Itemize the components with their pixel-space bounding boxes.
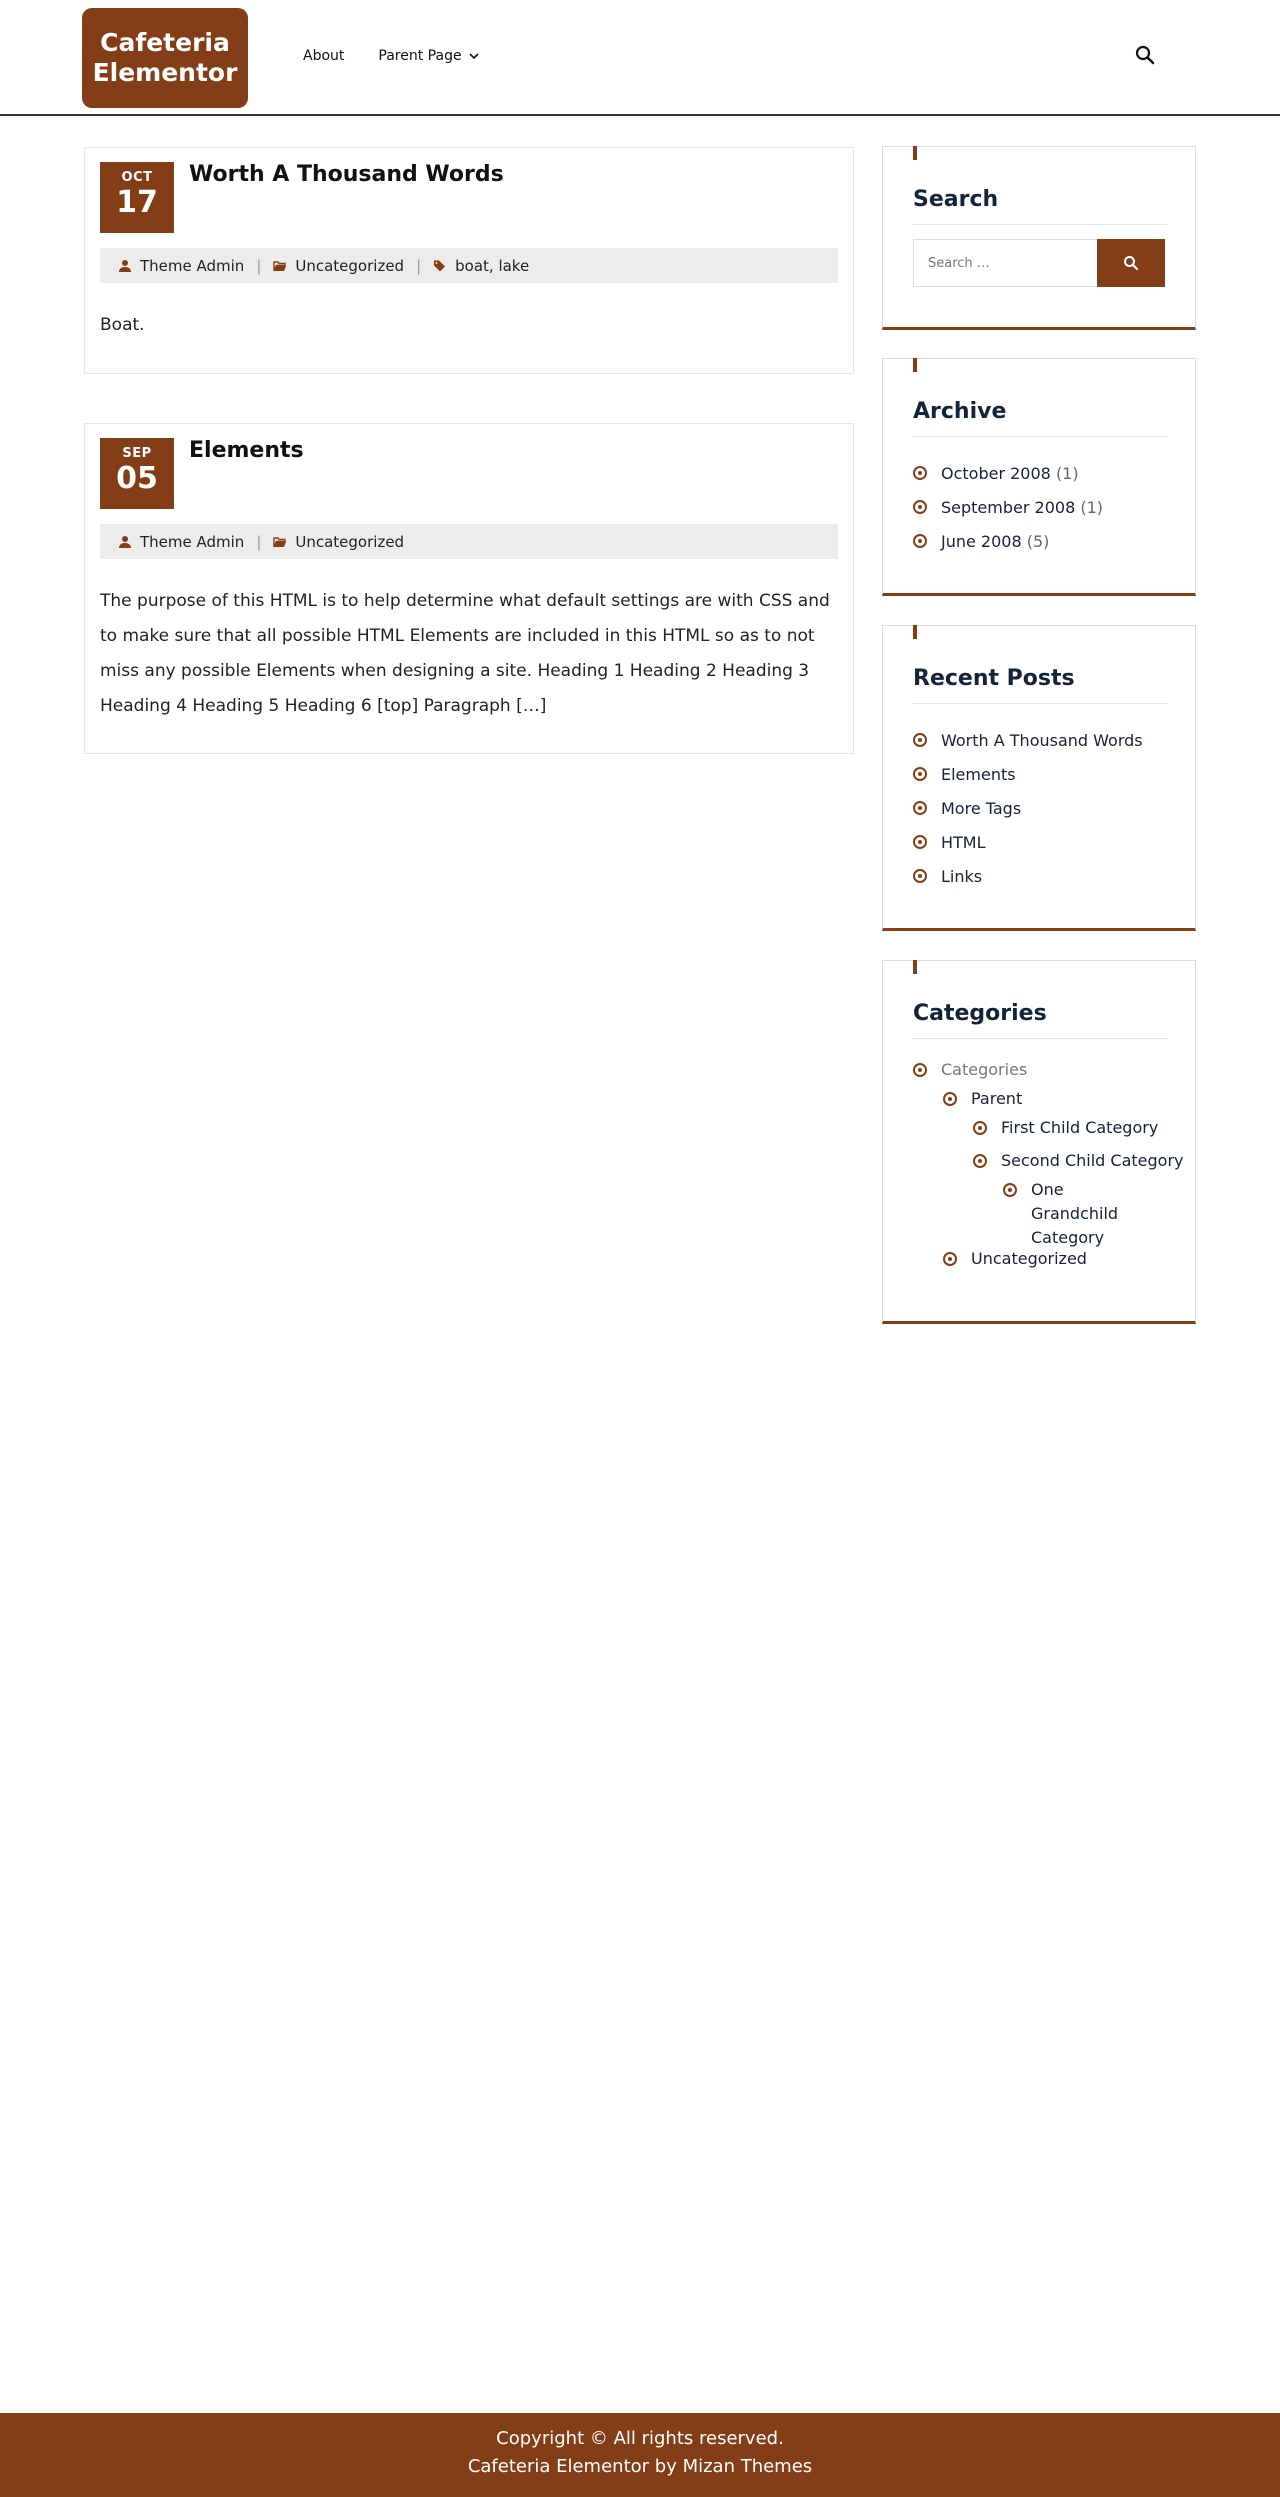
- search-submit-button[interactable]: [1097, 239, 1165, 287]
- category-label: Categories: [941, 1060, 1028, 1079]
- post-meta: [100, 248, 838, 283]
- circle-bullet-icon: [913, 466, 927, 480]
- site-title-line-1: Cafeteria: [100, 28, 230, 57]
- list-item: [913, 524, 1103, 558]
- tags-icon: [433, 259, 447, 273]
- category-item-grandchild: [1003, 1178, 1153, 1250]
- nav-about[interactable]: [303, 48, 344, 64]
- post-author[interactable]: [118, 533, 244, 551]
- post-date-day: 17: [116, 185, 158, 220]
- archive-link-label: October 2008: [941, 463, 1051, 483]
- category-link[interactable]: First Child Category: [1001, 1118, 1159, 1137]
- recent-post-link[interactable]: Worth A Thousand Words: [941, 730, 1143, 750]
- circle-bullet-icon: [973, 1121, 987, 1135]
- circle-bullet-icon: [913, 801, 927, 815]
- archive-link[interactable]: [941, 498, 1103, 517]
- user-icon: [118, 535, 132, 549]
- folder-open-icon: [273, 259, 287, 273]
- circle-bullet-icon: [973, 1154, 987, 1168]
- recent-post-link[interactable]: Links: [941, 866, 983, 886]
- list-item: [913, 757, 1143, 791]
- circle-bullet-icon: [913, 733, 927, 747]
- post-date-badge: [100, 438, 174, 509]
- post-date-month: SEP: [122, 446, 152, 461]
- nav-about-label: About: [303, 48, 345, 64]
- post-card: [84, 423, 854, 754]
- footer-credit: Cafeteria Elementor by Mizan Themes: [467, 2456, 813, 2477]
- recent-posts-widget: [882, 625, 1196, 931]
- category-item-second-child: [973, 1149, 1184, 1173]
- post-author-name: Theme Admin: [140, 532, 245, 551]
- circle-bullet-icon: [913, 534, 927, 548]
- search-input[interactable]: [913, 239, 1097, 287]
- search-form: [913, 239, 1165, 287]
- chevron-down-icon: [468, 50, 480, 62]
- category-link[interactable]: Uncategorized: [971, 1249, 1087, 1268]
- list-item: [913, 791, 1143, 825]
- categories-widget: [882, 960, 1196, 1324]
- widget-title: Categories: [913, 1001, 1167, 1039]
- post-excerpt: Boat.: [100, 315, 145, 335]
- archive-count: (1): [1080, 497, 1104, 517]
- list-item: [913, 825, 1143, 859]
- post-category-name: Uncategorized: [295, 532, 405, 551]
- archive-count: (1): [1055, 463, 1079, 483]
- site-logo[interactable]: [82, 8, 248, 108]
- archive-widget: [882, 358, 1196, 596]
- post-category-name: Uncategorized: [295, 256, 405, 275]
- search-icon: [1123, 255, 1139, 271]
- circle-bullet-icon: [913, 835, 927, 849]
- archive-link[interactable]: [941, 532, 1049, 551]
- widget-title: Recent Posts: [913, 666, 1167, 704]
- category-link[interactable]: Parent: [971, 1089, 1023, 1108]
- meta-separator: |: [256, 256, 262, 275]
- archive-link-label: June 2008: [941, 531, 1022, 551]
- post-category[interactable]: [273, 257, 404, 275]
- meta-separator: |: [256, 532, 262, 551]
- post-excerpt: The purpose of this HTML is to help determine what default settings are with CSS and to make sure that all possible HTML Elements are included in this HTML so as to not miss any possible Elements when designing a site. Heading 1 Heading 2 Heading 3 Heading 4 Heading 5 Heading 6 [top] Paragraph […]: [100, 591, 830, 716]
- footer-copyright: Copyright © All rights reserved.: [496, 2428, 784, 2449]
- list-item: [913, 456, 1103, 490]
- circle-bullet-icon: [943, 1092, 957, 1106]
- post-title-link[interactable]: Elements: [189, 438, 304, 463]
- post-date-day: 05: [116, 461, 158, 496]
- search-widget: [882, 146, 1196, 330]
- category-item-parent: [943, 1087, 1022, 1111]
- nav-parent-page-label: Parent Page: [378, 48, 462, 64]
- category-item-uncategorized: [943, 1247, 1087, 1271]
- category-item-first-child: [973, 1116, 1158, 1140]
- primary-nav: [303, 48, 480, 64]
- list-item: [913, 490, 1103, 524]
- nav-parent-page[interactable]: [378, 48, 479, 64]
- post-tags-list: boat, lake: [455, 256, 530, 275]
- archive-link-label: September 2008: [941, 497, 1076, 517]
- widget-title: Search: [913, 187, 1167, 225]
- post-date-badge: [100, 162, 174, 233]
- circle-bullet-icon: [913, 1063, 927, 1077]
- post-date-month: OCT: [121, 170, 153, 185]
- post-category[interactable]: [273, 533, 404, 551]
- archive-count: (5): [1026, 531, 1050, 551]
- circle-bullet-icon: [1003, 1183, 1017, 1197]
- circle-bullet-icon: [943, 1252, 957, 1266]
- recent-post-link[interactable]: Elements: [941, 764, 1016, 784]
- list-item: [913, 859, 1143, 893]
- user-icon: [118, 259, 132, 273]
- search-icon[interactable]: [1134, 44, 1156, 66]
- meta-separator: |: [416, 256, 422, 275]
- archive-link[interactable]: [941, 464, 1079, 483]
- post-card: [84, 147, 854, 374]
- site-header: [0, 0, 1280, 116]
- archive-list: [913, 456, 1103, 558]
- site-footer: [0, 2413, 1280, 2497]
- post-author-name: Theme Admin: [140, 256, 245, 275]
- recent-posts-list: [913, 723, 1143, 893]
- category-link[interactable]: One Grandchild Category: [1031, 1180, 1119, 1247]
- category-link[interactable]: Second Child Category: [1001, 1151, 1184, 1170]
- circle-bullet-icon: [913, 869, 927, 883]
- category-item-root: [913, 1058, 1027, 1082]
- post-author[interactable]: [118, 257, 244, 275]
- circle-bullet-icon: [913, 767, 927, 781]
- post-meta: [100, 524, 838, 559]
- folder-open-icon: [273, 535, 287, 549]
- widget-title: Archive: [913, 399, 1167, 437]
- post-title-link[interactable]: Worth A Thousand Words: [189, 162, 504, 187]
- list-item: [913, 723, 1143, 757]
- circle-bullet-icon: [913, 500, 927, 514]
- recent-post-link[interactable]: More Tags: [941, 798, 1022, 818]
- site-title-line-2: Elementor: [92, 58, 238, 87]
- post-tags[interactable]: [433, 257, 529, 275]
- site-title: [93, 28, 238, 88]
- recent-post-link[interactable]: HTML: [941, 832, 986, 852]
